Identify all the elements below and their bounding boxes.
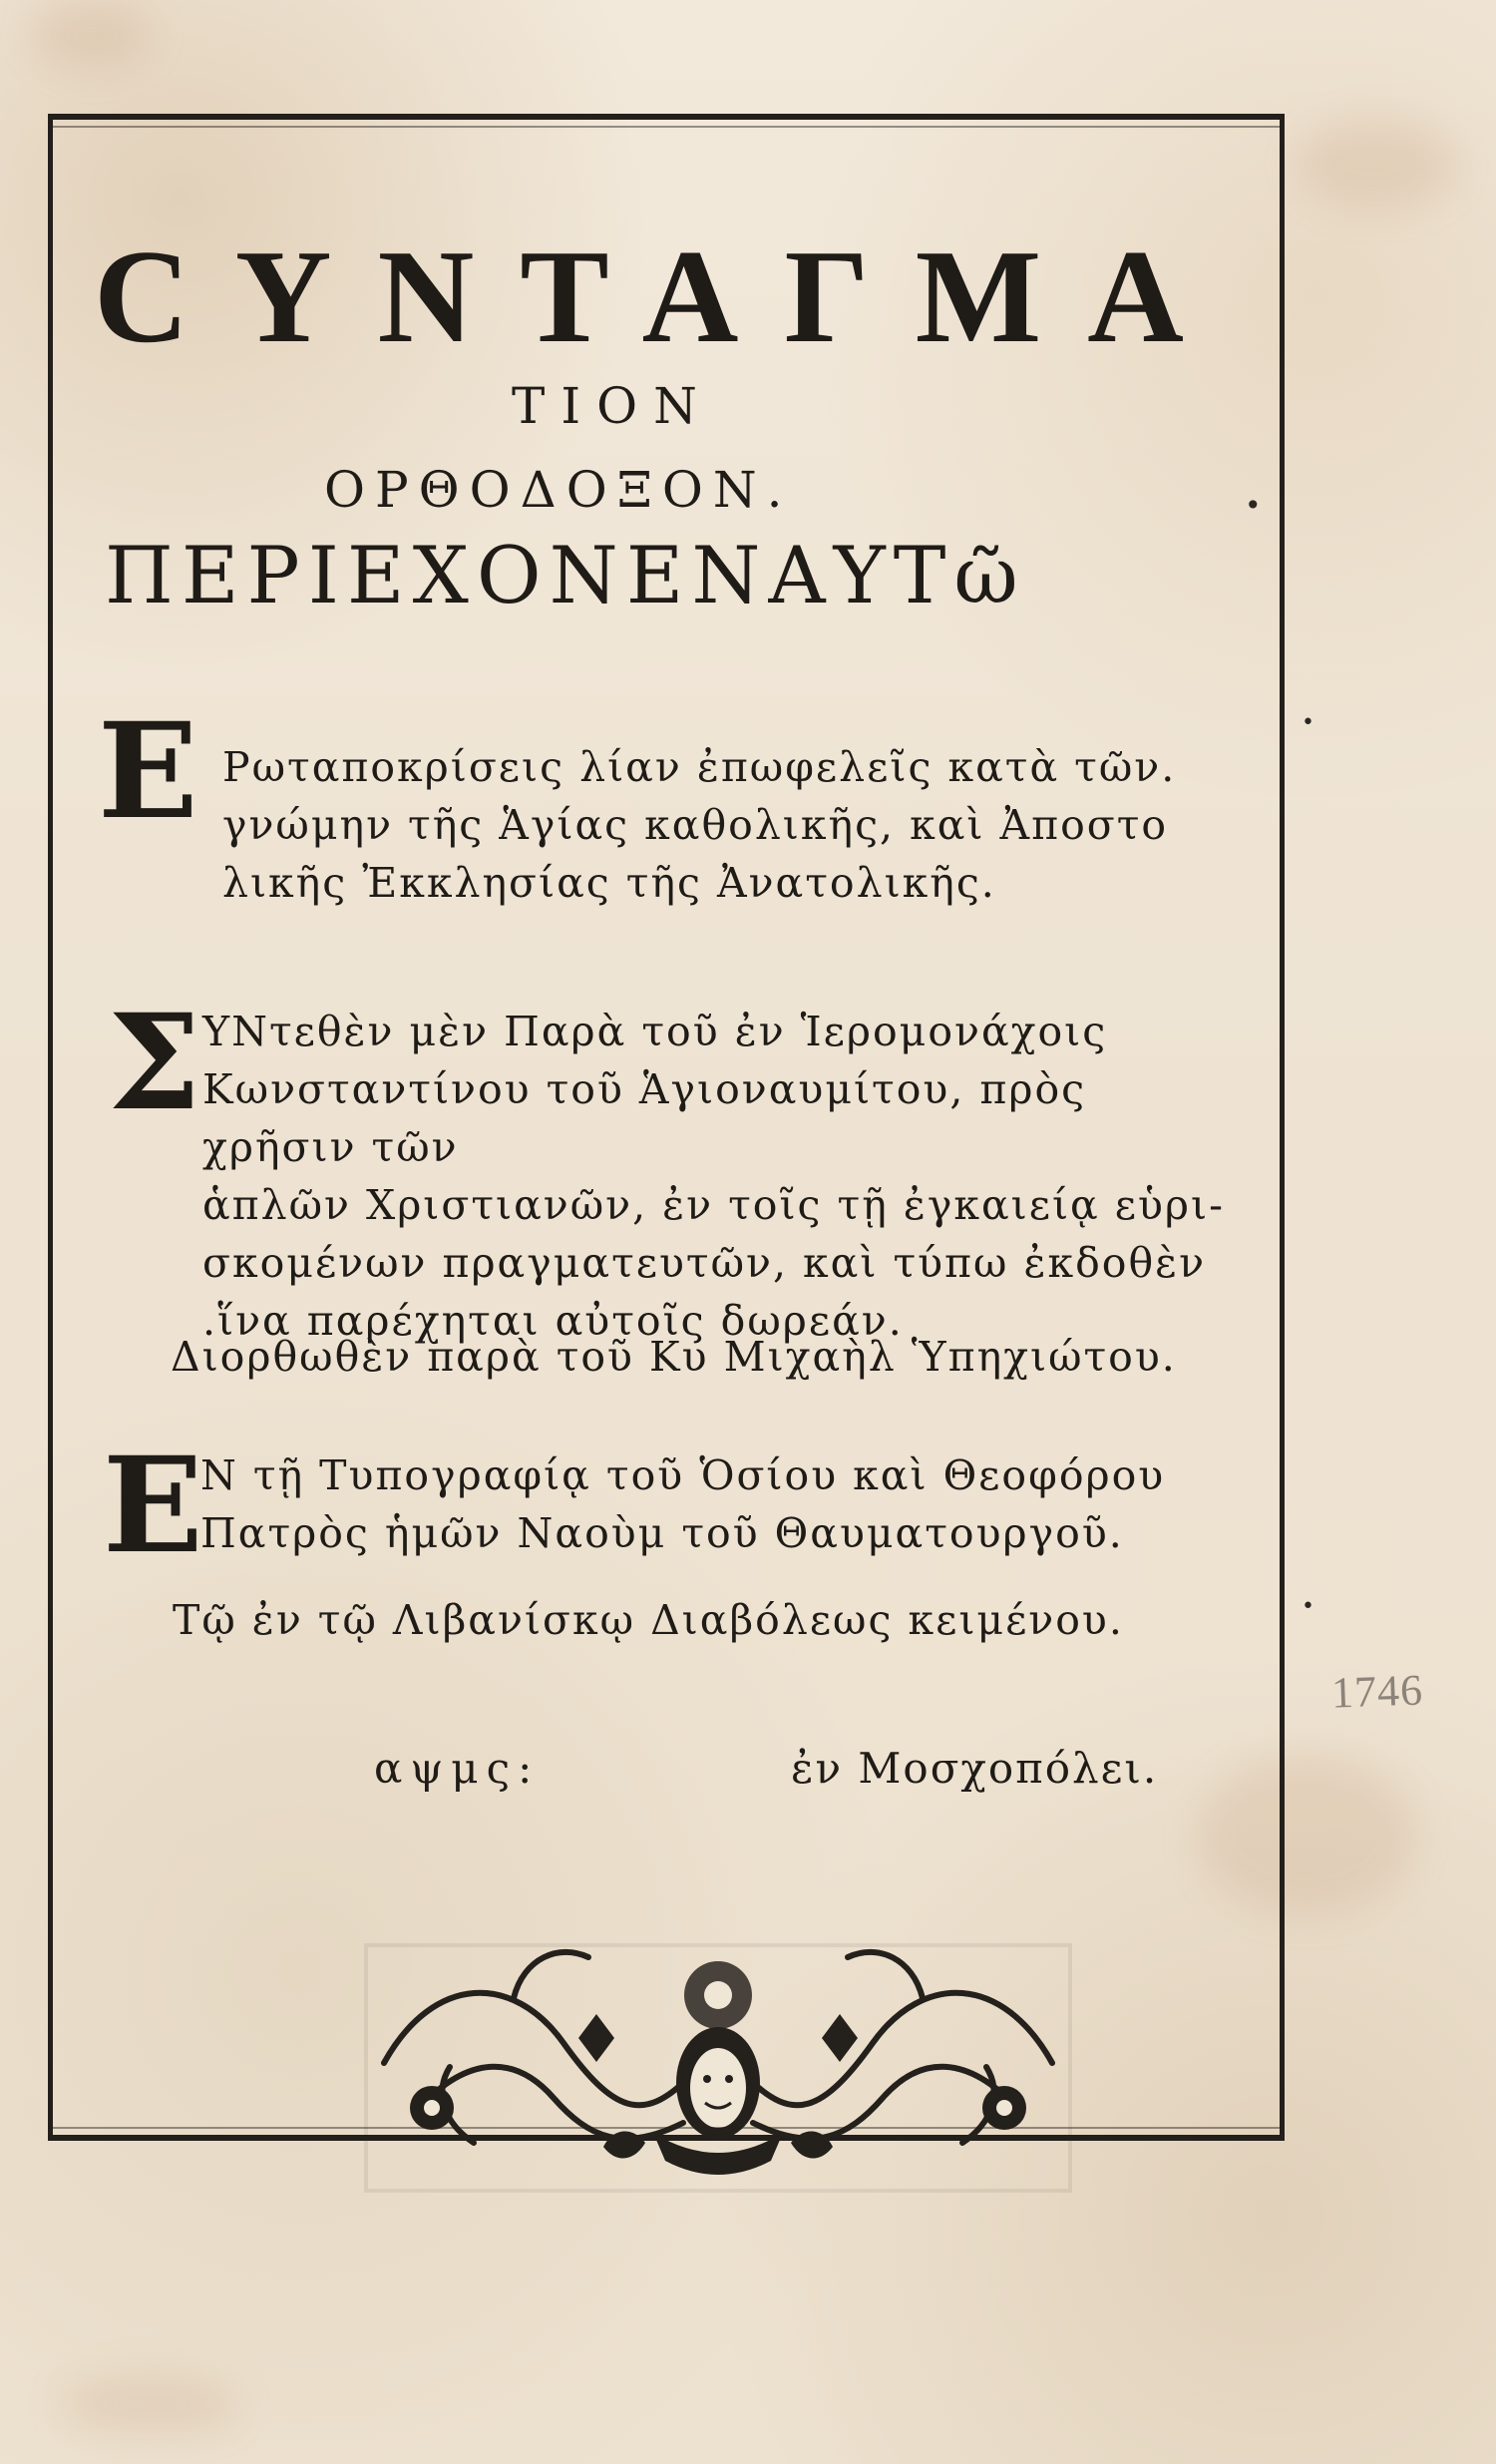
text-frame — [48, 114, 1314, 2141]
ink-mark: • — [1302, 710, 1314, 735]
editor-line: Διορθωθὲν παρὰ τοῦ Κυ Μιχαὴλ Ὑπηχιώτου. — [171, 1333, 1177, 1381]
title-line-3: ΟΡΘΟΔΟΞΟΝ. — [324, 461, 793, 519]
paragraph-2: ΥΝτεθὲν μὲν Παρὰ τοῦ ἐν Ἱερομονάχοις Κωνσταντίνου τοῦ Ἁγιοναυμίτου, πρὸς χρῆσιν τῶν ἁπλῶν Χριστιανῶν, ἐν τοῖς τῇ ἐγκαιείᾳ εὑρι- σκομένων πραγματευτῶν, καὶ τύπω ἐκδοθὲν .ἵνα παρέχηται αὐτοῖς δωρεάν. — [202, 1008, 1225, 1345]
paragraph-3-final-line: Τῷ ἐν τῷ Λιβανίσκῳ Διαβόλεως κειμένου. — [173, 1596, 1124, 1644]
paper-stain — [60, 2374, 239, 2434]
drop-cap-sigma: Σ — [108, 986, 201, 1140]
ink-mark: • — [1245, 489, 1262, 522]
main-title: ϹΥΝΤΑΓΜΑ — [93, 222, 1230, 370]
date-greek: αψμς: — [374, 1744, 541, 1793]
title-line-2: ΤΙΟΝ — [512, 377, 713, 435]
drop-cap-e: Ε — [98, 694, 198, 849]
title-line-4: ΠΕΡΙΕΧΟΝΕΝΑΥΤῶ — [105, 530, 1026, 621]
floral-ornament — [354, 1933, 1082, 2203]
title-page-content — [53, 120, 1314, 2135]
paragraph-3: Ν τῇ Τυπογραφίᾳ τοῦ Ὁσίου καὶ Θεοφόρου Πατρὸς ἡμῶν Ναοὺμ τοῦ Θαυματουργοῦ. — [200, 1451, 1166, 1557]
drop-cap-e-second: Ε — [103, 1429, 203, 1583]
paragraph-1: Ρωταποκρίσεις λίαν ἐπωφελεῖς κατὰ τῶν. γνώμην τῆς Ἁγίας καθολικῆς, καὶ Ἀποστο λικῆς Ἐκκλησίας τῆς Ἀνατολικῆς. — [222, 743, 1177, 907]
printing-place: ἐν Μοσχοπόλει. — [791, 1744, 1159, 1793]
margin-note: 1746 — [1330, 1665, 1424, 1718]
ink-mark: • — [1302, 1594, 1314, 1619]
paper-stain — [32, 0, 152, 70]
paper-stain — [1297, 120, 1456, 209]
